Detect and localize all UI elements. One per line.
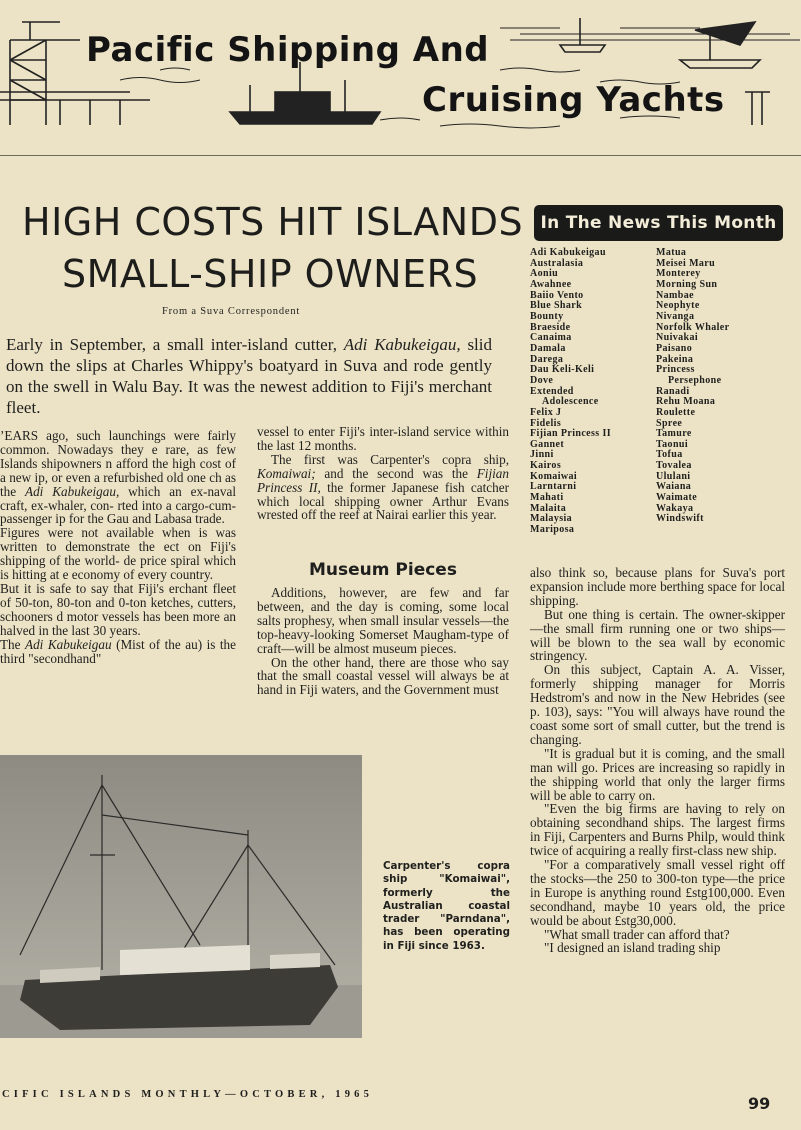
news-box-title: In The News This Month: [534, 205, 783, 241]
news-vessel-name: Tamure: [656, 428, 692, 440]
lead-text: Early in September, a small inter-island cutter,: [6, 335, 344, 354]
paragraph: also think so, because plans for Suva's port expansion include more berthing space for local shipping.: [530, 565, 785, 608]
news-vessel-name: Matua: [656, 247, 687, 258]
news-vessel-name: Adi Kabukeigau: [530, 247, 606, 258]
paragraph: [0, 526, 236, 582]
paragraph: "Even the big firms are having to rely on obtaining secondhand ships. The largest firms in Fiji, Carpenters and Burns Philp, would think twice of acquiring a really first-class new ship.: [530, 801, 785, 859]
text-line: is was written to demonstrate the: [0, 525, 236, 555]
body-column-2: [257, 425, 509, 522]
news-vessel-name: Spree: [656, 417, 683, 429]
news-vessel-name: Felix J: [530, 406, 562, 418]
harbour-illustration: [0, 0, 801, 150]
ship-name: Adi Kabukeigau: [25, 636, 112, 652]
text-line: ip for the Gau and Labasa trade.: [55, 511, 225, 527]
lead-ship-name: Adi Kabukeigau,: [343, 335, 461, 354]
text: the former Japanese fish catcher which local shipping owner Arthur Evans wrested off the reef at Nairai earlier this year.: [257, 479, 509, 523]
text-line: which: [119, 483, 161, 499]
news-vessel-name: Paisano: [656, 342, 693, 354]
text-line: Figures were not available when: [0, 525, 191, 541]
ship-name: Adi Kabukeigau,: [25, 483, 120, 499]
lead-text: slid down the slips at Charles Whippy's boatyard in Suva and rode gently on the swell in Walu Bay. It was the newest addition to Fiji's merchant fleet.: [6, 335, 493, 417]
text-line: rted into a cargo-cum-passenger: [0, 497, 236, 527]
text-line: e economy of every country.: [62, 567, 214, 583]
news-vessel-name: Monterey: [656, 268, 701, 280]
paragraph: "I designed an island trading ship: [544, 940, 721, 956]
text-line: (Mist of the: [111, 636, 181, 652]
text-line: n afford the high cost of a new: [0, 455, 237, 485]
photo-caption: Carpenter's copra ship "Komaiwai", formerly the Australian coastal trader "Parndana", has been operating in Fiji since 1963.: [383, 860, 510, 952]
body-column-3: [530, 566, 785, 955]
news-vessel-name: Persephone: [668, 374, 722, 386]
news-vessel-name: Adolescence: [542, 396, 599, 408]
text-line: au) is the third "secondhand": [0, 636, 236, 666]
news-vessel-name: Damala: [530, 342, 566, 354]
news-vessel-name: Aoniu: [530, 268, 559, 280]
page-number: 99: [748, 1094, 771, 1113]
text-line: an halved in the last 30 years.: [0, 608, 237, 638]
text-line: fairly common. Nowadays they: [0, 428, 236, 457]
news-vessel-name: Canaima: [530, 332, 572, 344]
news-vessel-name: Jinni: [530, 449, 554, 461]
body-column-2-continued: [257, 586, 509, 697]
news-vessel-name: Extended: [530, 385, 574, 397]
news-vessel-name: Rehu Moana: [656, 396, 716, 408]
news-vessel-name: Neophyte: [656, 300, 700, 312]
headline-line1: HIGH COSTS HIT ISLANDS: [22, 200, 524, 244]
news-vessel-name: Darega: [530, 353, 564, 365]
news-names-left: [530, 248, 611, 536]
lead-paragraph: [6, 334, 492, 418]
news-vessel-name: Tovalea: [656, 460, 692, 472]
news-vessel-name: Nuivakai: [656, 332, 699, 344]
news-vessel-name: Windswift: [656, 513, 704, 525]
news-vessel-name: Fidelis: [530, 417, 562, 429]
text-line: ip, or even a refurbished old one: [34, 469, 206, 485]
news-names-right: [656, 248, 729, 525]
news-vessel-name: Bounty: [530, 310, 564, 322]
paragraph: "For a comparatively small vessel right off the stocks—the 250 to 300-ton type—the price in Europe is anything round £stg100,000. Even secondhand, maybe 10 years old, the price would be about £stg30,000.: [530, 857, 785, 928]
paragraph: [0, 429, 236, 526]
text: and the second was the: [315, 465, 477, 481]
text-line: 0-ton ketches, cutters, schooners: [0, 594, 237, 624]
news-vessel-name: Dove: [530, 374, 554, 386]
subheading: Museum Pieces: [309, 560, 457, 580]
news-vessel-name: Dau Keli-Keli: [530, 364, 595, 376]
text-line: erchant fleet of 50-ton, 80-ton and: [0, 580, 237, 610]
news-vessel-name: Braeside: [530, 321, 571, 333]
news-vessel-name: Ranadi: [656, 385, 690, 397]
text: The first was Carpenter's copra ship,: [271, 451, 509, 467]
news-vessel-name: Tofua: [656, 449, 683, 461]
news-vessel-name: Wakaya: [656, 502, 694, 514]
news-vessel-name: Pakeina: [656, 353, 694, 365]
masthead: [0, 0, 801, 150]
text-line: ch as the: [0, 469, 237, 499]
byline: From a Suva Correspondent: [162, 306, 301, 317]
headline-line2: SMALL-SHIP OWNERS: [62, 252, 479, 296]
text-line: ʼEARS ago, such launchings were: [0, 428, 200, 443]
ship-photo: [0, 755, 362, 1038]
news-vessel-name: Baiio Vento: [530, 289, 584, 301]
news-vessel-name: Awahnee: [530, 278, 572, 290]
news-vessel-name: Larntarni: [530, 481, 577, 493]
paragraph: [0, 582, 236, 638]
paragraph: [257, 453, 509, 523]
news-vessel-name: Mariposa: [530, 524, 575, 536]
header-divider: [0, 155, 801, 156]
text-line: d motor vessels has been more: [56, 608, 220, 624]
news-vessel-name: Meisei Maru: [656, 257, 716, 269]
news-vessel-name: Ululani: [656, 470, 691, 482]
news-vessel-name: Nivanga: [656, 310, 695, 322]
text-line: ect on Fiji's shipping of the world-: [0, 539, 236, 569]
ship-name: Komaiwai;: [257, 465, 316, 481]
text-line: an ex-naval craft, ex-whaler, con-: [0, 483, 236, 513]
footer-publication: CIFIC ISLANDS MONTHLY—OCTOBER, 1965: [2, 1089, 374, 1100]
paragraph: "What small trader can afford that?: [544, 926, 730, 942]
news-vessel-name: Blue Shark: [530, 300, 583, 312]
text-line: de price spiral which is hitting at: [0, 553, 236, 583]
body-column-1: [0, 429, 236, 665]
news-vessel-name: Norfolk Whaler: [656, 321, 730, 333]
news-vessel-name: Komaiwai: [530, 470, 578, 482]
paragraph: But one thing is certain. The owner-skipper—the small firm running one or two ships—will be blown to the sea wall by economic stringency.: [530, 606, 785, 664]
paragraph: [0, 638, 236, 666]
news-vessel-name: Kairos: [530, 460, 562, 472]
news-vessel-name: Mahati: [530, 492, 564, 504]
masthead-title-line1: Pacific Shipping And: [86, 30, 490, 70]
text-line: But it is safe to say that Fiji's: [0, 580, 165, 596]
ship-image: [0, 755, 362, 1038]
text-line: The: [0, 636, 26, 652]
news-vessel-name: Australasia: [530, 257, 584, 269]
news-vessel-name: Taonui: [656, 438, 689, 450]
news-vessel-name: Waimate: [656, 492, 698, 504]
news-vessel-name: Gannet: [530, 438, 565, 450]
masthead-title-line2: Cruising Yachts: [422, 80, 725, 120]
news-vessel-name: Fijian Princess II: [530, 428, 612, 440]
paragraph: "It is gradual but it is coming, and the small man will go. Prices are increasing so rapidly in the shipping world that only the larger firms will be able to carry on.: [530, 745, 785, 803]
news-vessel-name: Waiana: [656, 481, 692, 493]
paragraph: Additions, however, are few and far between, and the day is coming, some local salts prophesy, when small insular vessels—the top-heavy-looking Somerset Maugham-type of craft—will be almost museum pieces.: [257, 585, 509, 656]
text-line: e rare, as few Islands shipowners: [0, 441, 236, 471]
paragraph: On the other hand, there are those who say that the small coastal vessel will always be at hand in Fiji waters, and the Government must: [257, 654, 509, 698]
news-vessel-name: Morning Sun: [656, 278, 718, 290]
news-vessel-name: Princess: [656, 364, 695, 376]
news-vessel-name: Malaita: [530, 502, 567, 514]
paragraph: On this subject, Captain A. A. Visser, formerly shipping manager for Morris Hedstrom's and now in the New Hebrides (see p. 103), says: "You will always have round the coast some sort of small cutter, but the trend is changing.: [530, 662, 785, 747]
news-vessel-name: Malaysia: [530, 513, 573, 525]
ship-name: Fijian Princess II,: [257, 465, 509, 495]
news-vessel-name: Nambae: [656, 289, 694, 301]
paragraph: vessel to enter Fiji's inter-island service within the last 12 months.: [257, 424, 509, 453]
news-vessel-name: Roulette: [656, 406, 696, 418]
